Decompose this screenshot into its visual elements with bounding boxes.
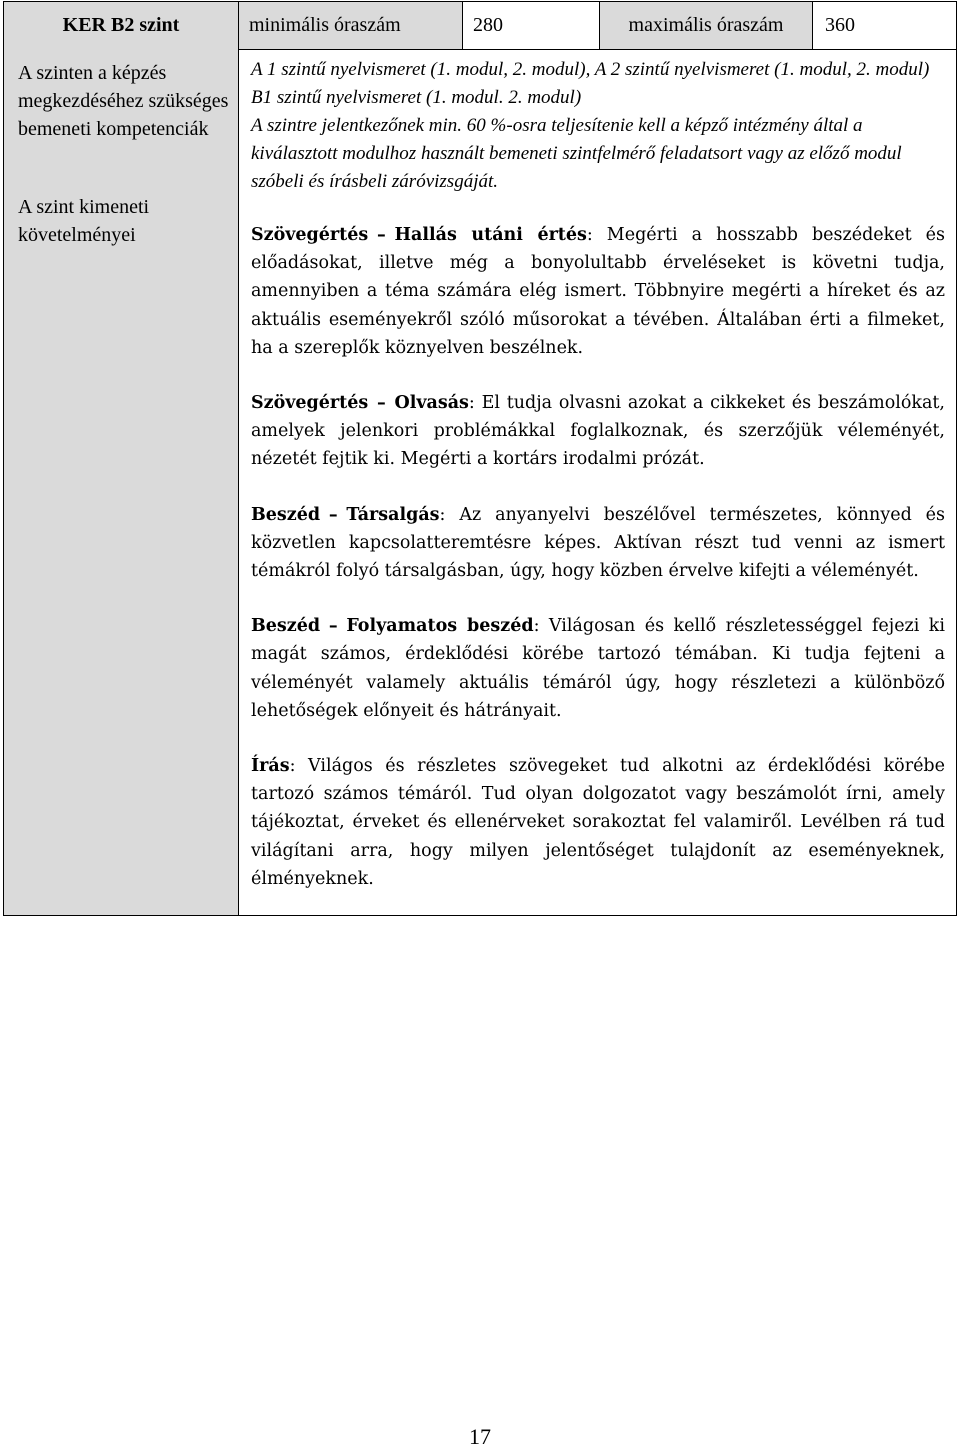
section-text: : Világosan és kellő részletességgel fejezi ki magát számos, érdeklődési körébe tartozó témában. Ki tudja fejteni a véleményét valamely aktuális témáról úgy, hogy részletezi a különböző lehetőségek előnyeit és hátrányait.	[251, 616, 945, 721]
section-main-title: Írás	[251, 756, 290, 777]
requirements-sections	[251, 221, 945, 920]
prerequisites-text	[251, 56, 946, 196]
min-hours-label: minimális óraszám	[239, 2, 463, 49]
min-hours-value: 280	[463, 2, 600, 49]
max-hours-value: 360	[825, 14, 855, 36]
section-text: : Világos és részletes szövegeket tud alkotni az érdeklődési körébe tartozó számos témáról. Tud olyan dolgozatot vagy beszámolót írni, amely tájékoztat, érveket és ellenérveket sorakoztat fel valamiről. Levélben rá tud világítani arra, hogy milyen jelentőséget tulajdonít az eseményeknek, élményeknek.	[251, 756, 945, 889]
section-main-title: Szövegértés	[251, 393, 369, 414]
section-dash: –	[328, 504, 338, 525]
label-column	[4, 49, 239, 915]
max-hours-label: maximális óraszám	[600, 2, 813, 49]
section-continuous-speech	[251, 612, 945, 725]
section-subtitle: Hallás utáni értés	[394, 225, 587, 245]
section-subtitle: Társalgás	[346, 504, 440, 525]
section-conversation	[251, 501, 945, 586]
section-main-title: Beszéd	[251, 616, 321, 637]
section-dash: –	[376, 225, 386, 245]
content-column	[239, 49, 956, 915]
section-text: : Megérti a hosszabb beszédeket és előadásokat, illetve még a bonyolultabb érveléseket is követni tudja, amennyiben a téma számára elég ismert. Többnyire megérti a híreket és az aktuális eseményekről szóló műsorokat a tévében. Általában érti a filmeket, ha a szereplők köznyelven beszélnek.	[251, 225, 945, 358]
level-title: KER B2 szint	[4, 2, 239, 49]
section-subtitle: Folyamatos beszéd	[346, 616, 534, 637]
page-number: 17	[469, 1424, 491, 1449]
section-main-title: Beszéd	[251, 504, 321, 525]
input-competencies-label: A szinten a képzés megkezdéséhez szükséges bemeneti kompetenciák	[18, 62, 229, 140]
curriculum-table	[3, 1, 957, 916]
section-dash: –	[376, 393, 386, 414]
table-header-row	[4, 2, 956, 50]
section-dash: –	[328, 616, 338, 637]
section-listening	[251, 221, 945, 362]
section-main-title: Szövegértés	[251, 225, 369, 245]
section-writing	[251, 752, 945, 893]
output-requirements-label: A szint kimeneti követelményei	[18, 196, 150, 246]
section-text: : Az anyanyelvi beszélővel természetes, könnyed és közvetlen kapcsolatteremtésre képes. Aktívan részt tud venni az ismert témákról folyó társalgásban, úgy, hogy közben érvelve kifejti a véleményét.	[251, 504, 945, 582]
prerequisite-levels: A 1 szintű nyelvismeret (1. modul, 2. modul), A 2 szintű nyelvismeret (1. modul, 2. modul) B1 szintű nyelvismeret (1. modul. 2. modul)	[251, 59, 930, 108]
section-text: : El tudja olvasni azokat a cikkeket és beszámolókat, amelyek jelenkori problémákkal foglalkoznak, és szerzőjük véleményét, nézetét fejtik ki. Megérti a kortárs irodalmi prózát.	[251, 393, 945, 470]
section-reading	[251, 389, 945, 474]
prerequisite-condition: A szintre jelentkezőnek min. 60 %-osra teljesítenie kell a képző intézmény által a kiválasztott modulhoz használt bemeneti szintfelmérő feladatsort vagy az előző modul szóbeli és írásbeli záróvizsgáját.	[251, 115, 902, 192]
section-subtitle: Olvasás	[394, 393, 469, 414]
